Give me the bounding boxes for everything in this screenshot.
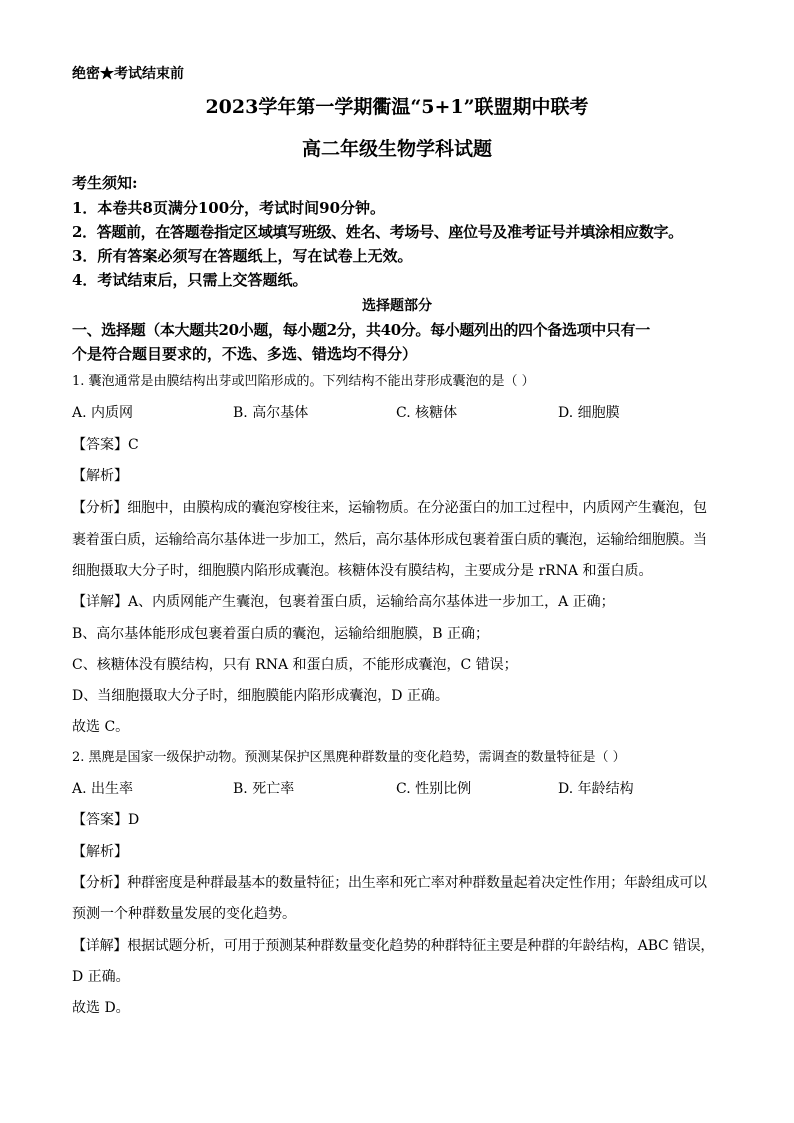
analysis-line: D 正确。 xyxy=(72,969,130,985)
analysis-line: 预测一个种群数量发展的变化趋势。 xyxy=(72,906,296,922)
analysis-line: D、当细胞摄取大分子时，细胞膜能内陷形成囊泡，D 正确。 xyxy=(72,688,449,704)
exam-title: 2023学年第一学期衢温“5+1”联盟期中联考 xyxy=(205,96,589,118)
notice-item: 2．答题前，在答题卷指定区域填写班级、姓名、考场号、座位号及准考证号并填涂相应数字。 xyxy=(72,223,683,241)
analysis-label: 【解析】 xyxy=(72,844,128,860)
question-stem: 2. 黑麂是国家一级保护动物。预测某保护区黑麂种群数量的变化趋势，需调查的数量特征是（ ） xyxy=(72,750,626,765)
answer-label: 【答案】D xyxy=(72,812,140,828)
analysis-line: 故选 D。 xyxy=(72,1000,130,1016)
notice-item: 3．所有答案必须写在答题纸上，写在试卷上无效。 xyxy=(72,247,413,265)
exam-subtitle: 高二年级生物学科试题 xyxy=(301,138,492,160)
analysis-line: B、高尔基体能形成包裹着蛋白质的囊泡，运输给细胞膜，B 正确； xyxy=(72,626,490,642)
option-b: B. 死亡率 xyxy=(233,781,295,797)
section-instruction: 个是符合题目要求的，不选、多选、错选均不得分） xyxy=(72,345,418,363)
analysis-line: 故选 C。 xyxy=(72,719,130,735)
option-a: A. 出生率 xyxy=(72,781,134,797)
option-c: C. 性别比例 xyxy=(396,781,472,797)
option-a: A. 内质网 xyxy=(72,405,134,421)
notice-heading: 考生须知: xyxy=(72,174,138,192)
notice-item: 1．本卷共8页满分100分，考试时间90分钟。 xyxy=(72,199,386,217)
analysis-line: 【分析】细胞中，由膜构成的囊泡穿梭往来，运输物质。在分泌蛋白的加工过程中，内质网产生囊泡，包 xyxy=(72,500,707,516)
notice-item: 4．考试结束后，只需上交答题纸。 xyxy=(72,271,308,289)
section-instruction: 一、选择题（本大题共20小题，每小题2分，共40分。每小题列出的四个备选项中只有一 xyxy=(72,321,650,339)
analysis-line: 细胞摄取大分子时，细胞膜内陷形成囊泡。核糖体没有膜结构，主要成分是 rRNA 和蛋白质。 xyxy=(72,563,653,579)
option-b: B. 高尔基体 xyxy=(233,405,309,421)
secret-mark: 绝密★考试结束前 xyxy=(72,66,184,82)
analysis-line: 【分析】种群密度是种群最基本的数量特征；出生率和死亡率对种群数量起着决定性作用；年龄组成可以 xyxy=(72,875,707,891)
question-stem: 1. 囊泡通常是由膜结构出芽或凹陷形成的。下列结构不能出芽形成囊泡的是（ ） xyxy=(72,374,535,389)
analysis-line: 【详解】A、内质网能产生囊泡，包裹着蛋白质，运输给高尔基体进一步加工，A 正确； xyxy=(72,594,615,610)
option-c: C. 核糖体 xyxy=(396,405,458,421)
option-d: D. 年龄结构 xyxy=(558,781,634,797)
analysis-line: 【详解】根据试题分析，可用于预测某种群数量变化趋势的种群特征主要是种群的年龄结构，ABC 错误， xyxy=(72,938,715,954)
answer-label: 【答案】C xyxy=(72,437,139,453)
analysis-label: 【解析】 xyxy=(72,468,128,484)
analysis-line: 裹着蛋白质，运输给高尔基体进一步加工，然后，高尔基体形成包裹着蛋白质的囊泡，运输给细胞膜。当 xyxy=(72,532,707,548)
option-d: D. 细胞膜 xyxy=(558,405,620,421)
analysis-line: C、核糖体没有膜结构，只有 RNA 和蛋白质，不能形成囊泡，C 错误； xyxy=(72,657,518,673)
section-title: 选择题部分 xyxy=(362,298,432,314)
